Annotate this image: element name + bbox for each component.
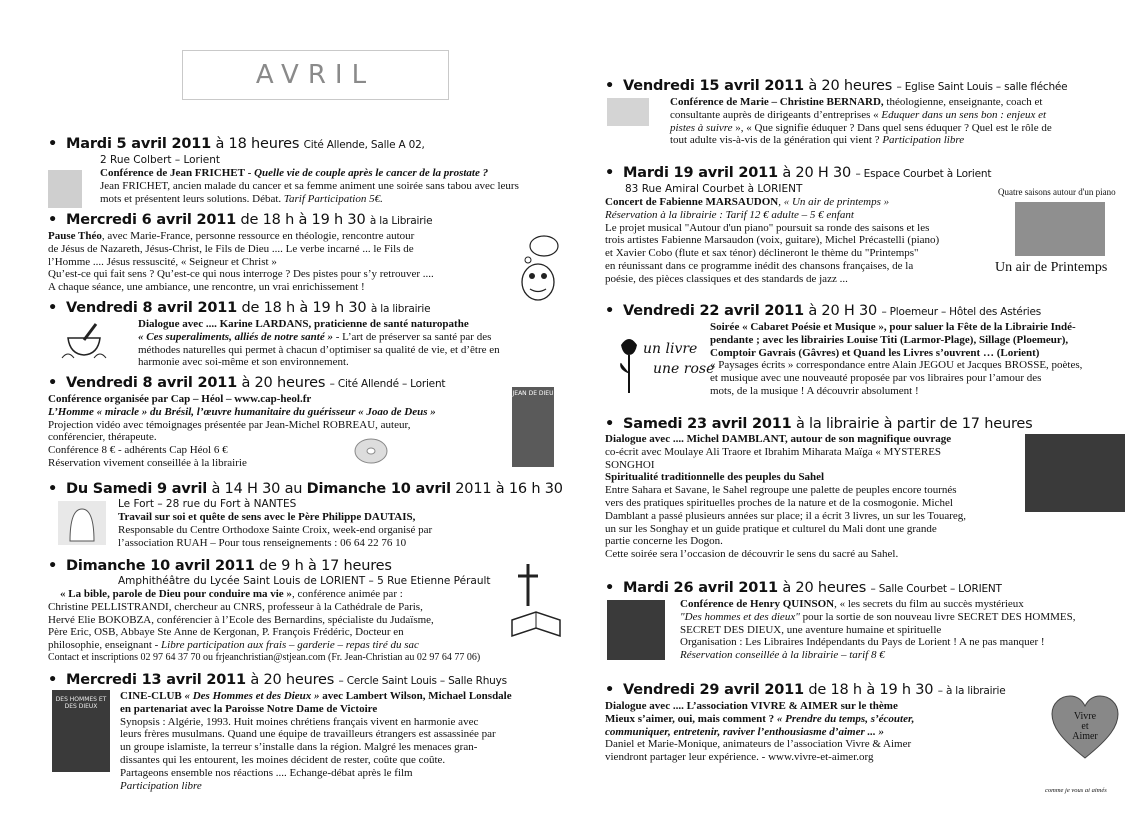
event-description: Conférence de Marie – Christine BERNARD, théologienne, enseignante, coach et consultante auprès de dirigeants d’entreprises « Eduquer dans un sens bon : enjeux et pistes à suivre », « Que signifie éduquer ? Dans quel sens éduquer ? Quel est le rôle de tout adulte vis-à-vis de la génération qui vient ? Participation libre: [670, 96, 1052, 147]
event-description: « La bible, parole de Dieu pour conduire ma vie », conférence animée par : Christine PELLISTRANDI, chercheur au CNRS, professeur à la Cathédrale de Paris, Hervé Elie BOKOBZA, conférencier à l’Ecole des Bernardins, spécialiste du Judaïsme, Père Eric, OSB, Abbaye Ste Anne de Kergonan, P. François Frédéric, Docteur en philosophie, enseignant - Libre participation aux frais – garderie – repas tiré du sac Contact et inscriptions 02 97 64 37 70 ou frjeanchristian@stjean.com (Fr. Jean-Christian au 02 97 64 77 06): [48, 588, 481, 663]
event-heading: • Mardi 19 avril 2011 à 20 H 30 – Espace Courbet à Lorient: [605, 165, 992, 181]
event-description: Conférence de Jean FRICHET - Quelle vie de couple après le cancer de la prostate ? Jean FRICHET, ancien malade du cancer et sa femme animent une soirée sans tabou avec leurs mots et présentent leurs solutions. Débat. Tarif Participation 5€.: [100, 167, 519, 205]
event-description: Concert de Fabienne MARSAUDON, « Un air de printemps » Réservation à la librairie : Tarif 12 € adulte – 5 € enfant Le projet musical "Autour d'un piano" poursuit sa ronde des saisons et les trois artistes Fabienne Marsaudon (voix, guitare), Michel Précastelli (piano) et Xavier Cobo (flute et sax ténor) déclineront le thème du "Printemps" en réunissant dans ce programme inédit des chansons françaises, de la poésie, des pièces classiques et des standards de jazz ...: [605, 196, 940, 285]
event-description: Conférence de Henry QUINSON, « les secrets du film au succès mystérieux "Des hommes et des dieux" pour la sortie de son nouveau livre SECRET DES HOMMES, SECRET DES DIEUX, une aventure humaine et spirituelle Organisation : Les Libraires Indépendants du Pays de Lorient ! A ne pas manquer ! Réservation conseillée à la librairie – tarif 8 €: [680, 598, 1076, 662]
event-address: Le Fort – 28 rue du Fort à NANTES: [118, 498, 297, 510]
event-heading: • Vendredi 29 avril 2011 de 18 h à 19 h 30 – à la librairie: [605, 682, 1006, 698]
ghost-figure-icon: [58, 501, 106, 545]
book-cover-thumbnail: [48, 170, 82, 208]
album-caption: Quatre saisons autour d'un piano: [998, 187, 1116, 197]
mortar-pestle-icon: [60, 320, 108, 360]
event-april-15: [605, 78, 1145, 147]
dvd-disc-icon: [353, 437, 389, 465]
event-april-23-sahel: [605, 416, 1145, 561]
rose-icon: [615, 333, 643, 395]
event-description: Dialogue avec .... Michel DAMBLANT, autour de son magnifique ouvrage co-écrit avec Moulaye Ali Traore et Ibrahim Miharata Maïga « MYSTERES SONGHOI Spiritualité traditionnelle des peuples du Sahel Entre Sahara et Savane, le Sahel regroupe une palette de peuples encore tournés vers des pratiques spirituelles proches de la nature et de la cosmogonie. Michel Damblant a passé plusieurs années sur place; il a écrit 3 livres, un sur les Touareg, un sur les Songhay et un guide pratique et culturel du Mali dont une grande partie concerne les Dogon. Cette soirée sera l’occasion de découvrir le sens du sacré au Sahel.: [605, 433, 967, 561]
event-place: Cité Allende, Salle A 02,: [303, 139, 425, 151]
event-heading: • Vendredi 22 avril 2011 à 20 H 30 – Ploemeur – Hôtel des Astéries: [605, 303, 1042, 319]
event-description: CINE-CLUB « Des Hommes et des Dieux » avec Lambert Wilson, Michael Lonsdale en partenariat avec la Paroisse Notre Dame de Victoire Synopsis : Algérie, 1993. Huit moines chrétiens français vivent en harmonie avec leurs frères musulmans. Quand une équipe de travailleurs étrangers est assassinée par un groupe islamiste, la terreur s’installe dans la région. Malgré les menaces gran- dissantes qui les entourent, les moines décident de rester, coûte que coûte. Partageons ensemble nos réactions .... Echange-débat après le film Participation libre: [120, 690, 512, 792]
event-april-19-concert: [605, 165, 1145, 286]
film-poster: [52, 690, 110, 772]
book-cover-jean-de-dieu: [512, 387, 554, 467]
event-april-9-10-nantes: [48, 481, 578, 549]
poster-title: DES HOMMES ET DES DIEUX: [55, 696, 107, 710]
tuareg-portrait-photo: [1025, 434, 1125, 512]
event-april-22-cabaret: [605, 303, 1145, 398]
heart-logo-tagline: comme je vous ai aimés: [1045, 787, 1107, 794]
event-heading: • Vendredi 15 avril 2011 à 20 heures – Eglise Saint Louis – salle fléchée: [605, 78, 1068, 94]
event-description: Pause Théo, avec Marie-France, personne ressource en théologie, rencontre autour de Jésus de Nazareth, Jésus-Christ, le Fils de Dieu .... Le verbe incarné ... le Fils de l’Homme .... Jésus ressuscité, « Seigneur et Christ » Qu’est-ce qui fait sens ? Qu’est-ce qui nous interroge ? Des pistes pour s’y retrouver .... A chaque séance, une ambiance, une rencontre, un vrai enrichissement !: [48, 230, 434, 294]
event-photo: [607, 98, 649, 126]
cross-bible-icon: [508, 562, 564, 642]
heart-logo-text: Vivre et Aimer: [1072, 711, 1098, 742]
page-title: AVRIL: [255, 60, 376, 90]
event-heading: • Samedi 23 avril 2011 à la librairie à partir de 17 heures: [605, 416, 1033, 432]
event-date: Mardi 5 avril 2011: [66, 136, 212, 152]
event-april-29-vivre-aimer: [605, 682, 1145, 794]
album-title: Un air de Printemps: [995, 260, 1108, 275]
event-april-5: [48, 136, 578, 205]
event-april-10-bible: [48, 558, 578, 665]
event-time: à 18 heures: [211, 136, 304, 152]
event-heading: • Mercredi 6 avril 2011 de 18 h à 19 h 30 à la Librairie: [48, 212, 433, 228]
speaker-portrait-photo: [607, 600, 665, 660]
event-heading: • Mardi 26 avril 2011 à 20 heures – Salle Courbet – LORIENT: [605, 580, 1002, 596]
event-heading: • Dimanche 10 avril 2011 de 9 h à 17 heures: [48, 558, 392, 574]
event-heading: • Mardi 5 avril 2011 à 18 heures Cité Allende, Salle A 02,: [48, 136, 425, 152]
event-address: Amphithéâtre du Lycée Saint Louis de LORIENT – 5 Rue Etienne Pérault: [118, 575, 491, 587]
event-heading: • Vendredi 8 avril 2011 de 18 h à 19 h 30 à la librairie: [48, 300, 431, 316]
event-april-8-cap-heol: [48, 375, 578, 470]
thinking-face-icon: [514, 234, 564, 302]
event-april-26-quinson: [605, 580, 1145, 662]
book-title: JEAN DE DIEU: [512, 390, 554, 397]
album-cover: [1015, 202, 1105, 256]
event-heading: • Du Samedi 9 avril à 14 H 30 au Dimanche 10 avril 2011 à 16 h 30: [48, 481, 563, 497]
event-heading: • Mercredi 13 avril 2011 à 20 heures – Cercle Saint Louis – Salle Rhuys: [48, 672, 507, 688]
event-april-6: [48, 212, 578, 294]
event-address: 2 Rue Colbert – Lorient: [100, 154, 221, 166]
script-caption: un livre une rose: [643, 341, 715, 377]
event-description: Soirée « Cabaret Poésie et Musique », pour saluer la Fête de la Librairie Indé- pendante ; avec les librairies Louise Titi (Larmor-Plage), Sillage (Ploemeur), Comptoir Gavrais (Gâvres) et Quand les Livres s’ouvrent … (Lorient) « Paysages écrits » correspondance entre Alain JEGOU et Jacques BROSSE, poètes, et musique avec une nouveauté proposée par vos libraires pour l’amour des mots, de la musique ! A découvrir absolument !: [710, 321, 1083, 397]
event-april-13-cine-club: [48, 672, 578, 792]
event-heading: • Vendredi 8 avril 2011 à 20 heures – Cité Allendé – Lorient: [48, 375, 446, 391]
event-april-8-naturopathe: [48, 300, 578, 369]
event-description: Dialogue avec .... L’association VIVRE & AIMER sur le thème Mieux s’aimer, oui, mais comment ? « Prendre du temps, s’écouter, communiquer, entretenir, raviver l’enthousiasme d’aimer ... » Daniel et Marie-Monique, animateurs de l’association Vivre & Aimer viendront partager leur expérience. - www.vivre-et-aimer.org: [605, 700, 915, 764]
page-title-box: [182, 50, 449, 100]
event-address: 83 Rue Amiral Courbet à LORIENT: [625, 183, 803, 195]
event-description: Dialogue avec .... Karine LARDANS, praticienne de santé naturopathe « Ces superaliments, alliés de notre santé » - L’art de préserver sa santé par des méthodes naturelles qui permet à chacun d’optimiser sa qualité de vie, et d’être en harmonie avec soi-même et son environnement.: [138, 318, 500, 369]
event-description: Travail sur soi et quête de sens avec le Père Philippe DAUTAIS, Responsable du Centre Orthodoxe Sainte Croix, week-end organisé par l’association RUAH – Pour tous renseignements : 06 64 22 76 10: [118, 511, 433, 549]
event-description: Conférence organisée par Cap – Héol – www.cap-heol.fr L’Homme « miracle » du Brésil, l’œuvre humanitaire du guérisseur « Joao de Deus » Projection vidéo avec témoignages présentée par Jean-Michel ROBREAU, auteur, conférencier, thérapeute. Conférence 8 € - adhérents Cap Héol 6 € Réservation vivement conseillée à la librairie: [48, 393, 436, 469]
